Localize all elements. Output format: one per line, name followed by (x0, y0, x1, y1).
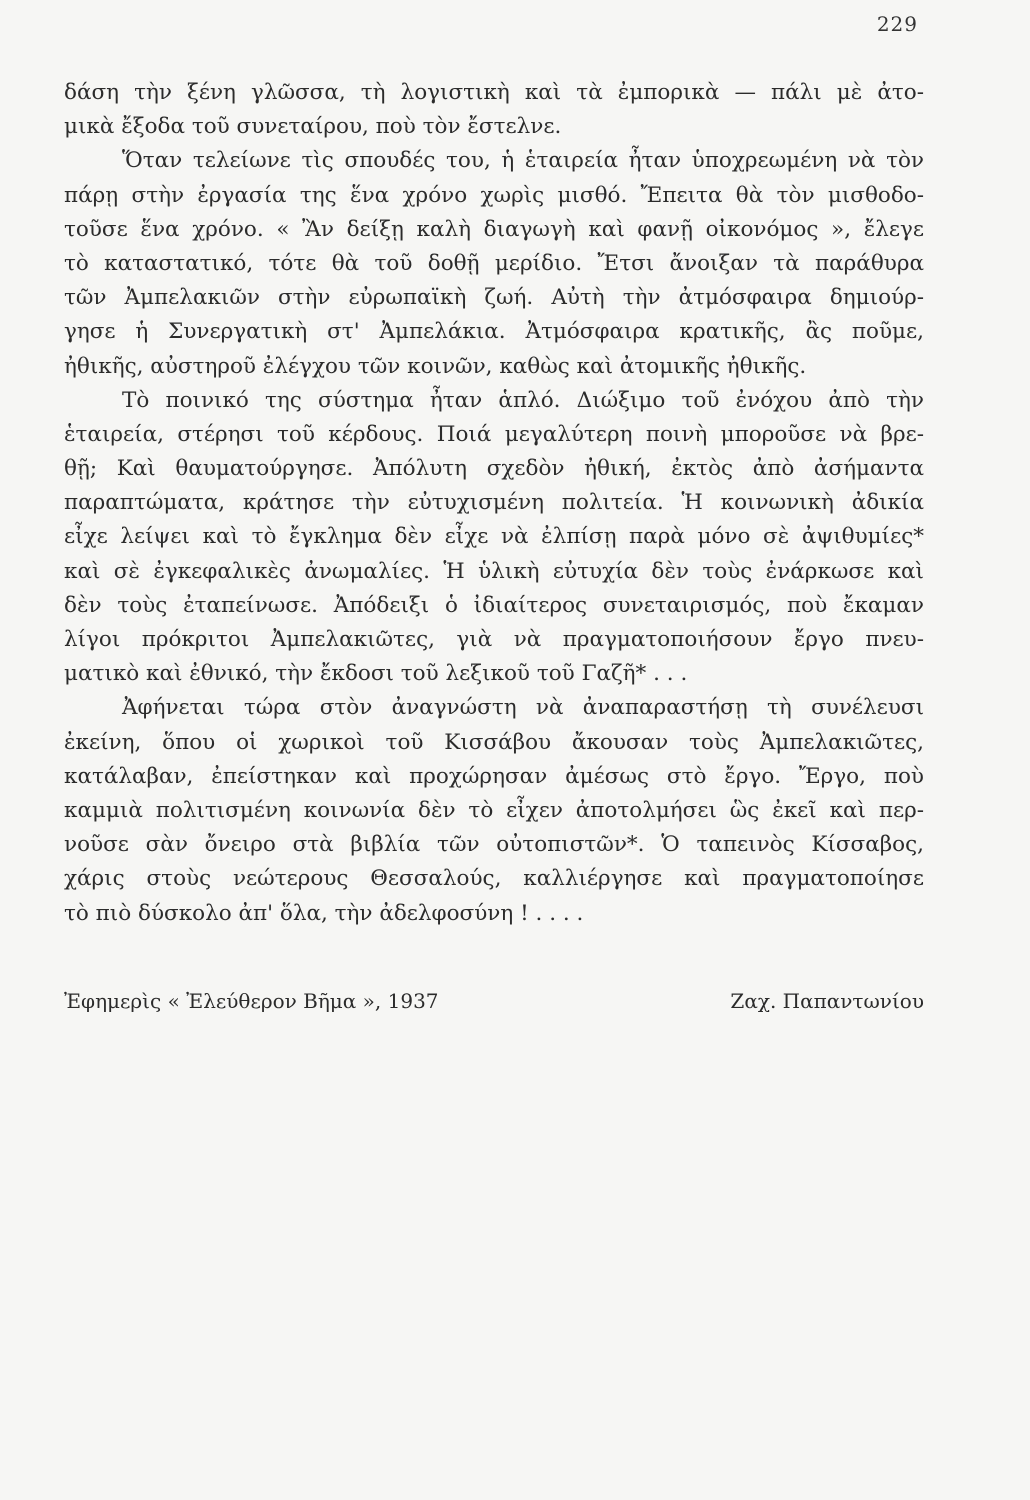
text-line: δὲν τοὺς ἐταπείνωσε. Ἀπόδειξι ὁ ἰδιαίτερος συνεταιρισμός, ποὺ ἔκαμαν (64, 592, 924, 618)
text-line: γησε ἡ Συνεργατικὴ στ' Ἀμπελάκια. Ἀτμόσφαιρα κρατικῆς, ἂς ποῦμε, (64, 319, 924, 345)
text-line: Ἀφήνεται τώρα στὸν ἀναγνώστη νὰ ἀναπαραστήσῃ τὴ συνέλευσι (122, 695, 924, 721)
text-line: εἶχε λείψει καὶ τὸ ἔγκλημα δὲν εἶχε νὰ ἐλπίσῃ παρὰ μόνο σὲ ἀψιθυμίες* (64, 524, 924, 550)
text-line: τῶν Ἀμπελακιῶν στὴν εὐρωπαϊκὴ ζωή. Αὐτὴ τὴν ἀτμόσφαιρα δημιούρ- (64, 285, 924, 311)
text-line: καὶ σὲ ἐγκεφαλικὲς ἀνωμαλίες. Ἡ ὑλικὴ εὐτυχία δὲν τοὺς ἐνάρκωσε καὶ (64, 558, 924, 584)
text-line: τὸ πιὸ δύσκολο ἀπ' ὅλα, τὴν ἀδελφοσύνη ! . . . . (64, 900, 584, 926)
text-line: μικὰ ἔξοδα τοῦ συνεταίρου, ποὺ τὸν ἔστελνε. (64, 114, 562, 140)
text-line: κατάλαβαν, ἐπείστηκαν καὶ προχώρησαν ἀμέσως στὸ ἔργο. Ἔργο, ποὺ (64, 763, 924, 789)
text-line: νοῦσε σὰν ὄνειρο στὰ βιβλία τῶν οὐτοπιστῶν*. Ὁ ταπεινὸς Κίσσαβος, (64, 832, 924, 858)
text-line: πάρῃ στὴν ἐργασία της ἕνα χρόνο χωρὶς μισθό. Ἔπειτα θὰ τὸν μισθοδο- (64, 182, 924, 208)
page-number: 229 (876, 12, 918, 36)
text-line: ἐκείνη, ὅπου οἱ χωρικοὶ τοῦ Κισσάβου ἄκουσαν τοὺς Ἀμπελακιῶτες, (64, 729, 924, 755)
text-line: χάρις στοὺς νεώτερους Θεσσαλούς, καλλιέργησε καὶ πραγματοποίησε (64, 866, 924, 892)
text-line: τὸ καταστατικό, τότε θὰ τοῦ δοθῇ μερίδιο. Ἔτσι ἄνοιξαν τὰ παράθυρα (64, 250, 924, 276)
text-line: Τὸ ποινικό της σύστημα ἦταν ἁπλό. Διώξιμο τοῦ ἐνόχου ἀπὸ τὴν (122, 387, 924, 413)
source-citation: Ἐφημερὶς « Ἐλεύθερον Βῆμα », 1937 (64, 989, 439, 1013)
text-line: Ὅταν τελείωνε τὶς σπουδές του, ἡ ἑταιρεία ἦταν ὑποχρεωμένη νὰ τὸν (122, 148, 924, 174)
text-line: λίγοι πρόκριτοι Ἀμπελακιῶτες, γιὰ νὰ πραγματοποιήσουν ἔργο πνευ- (64, 627, 924, 652)
body-text (64, 76, 924, 931)
text-line: τοῦσε ἕνα χρόνο. « Ἂν δείξῃ καλὴ διαγωγὴ καὶ φανῇ οἰκονόμος », ἔλεγε (64, 216, 924, 242)
text-line: θῇ; Καὶ θαυματούργησε. Ἀπόλυτη σχεδὸν ἠθική, ἐκτὸς ἀπὸ ἀσήμαντα (64, 456, 924, 482)
text-line: καμμιὰ πολιτισμένη κοινωνία δὲν τὸ εἶχεν ἀποτολμήσει ὣς ἐκεῖ καὶ περ- (64, 797, 924, 823)
text-line: ἠθικῆς, αὐστηροῦ ἐλέγχου τῶν κοινῶν, καθὼς καὶ ἀτομικῆς ἠθικῆς. (64, 353, 807, 379)
text-line: ματικὸ καὶ ἐθνικό, τὴν ἔκδοσι τοῦ λεξικοῦ τοῦ Γαζῆ* . . . (64, 661, 688, 687)
text-line: παραπτώματα, κράτησε τὴν εὐτυχισμένη πολιτεία. Ἡ κοινωνικὴ ἀδικία (64, 490, 924, 516)
text-line: ἑταιρεία, στέρησι τοῦ κέρδους. Ποιά μεγαλύτερη ποινὴ μποροῦσε νὰ βρε- (64, 421, 924, 447)
text-line: δάση τὴν ξένη γλῶσσα, τὴ λογιστικὴ καὶ τὰ ἐμπορικὰ — πάλι μὲ ἀτο- (64, 80, 924, 105)
author-name: Ζαχ. Παπαντωνίου (730, 989, 924, 1013)
